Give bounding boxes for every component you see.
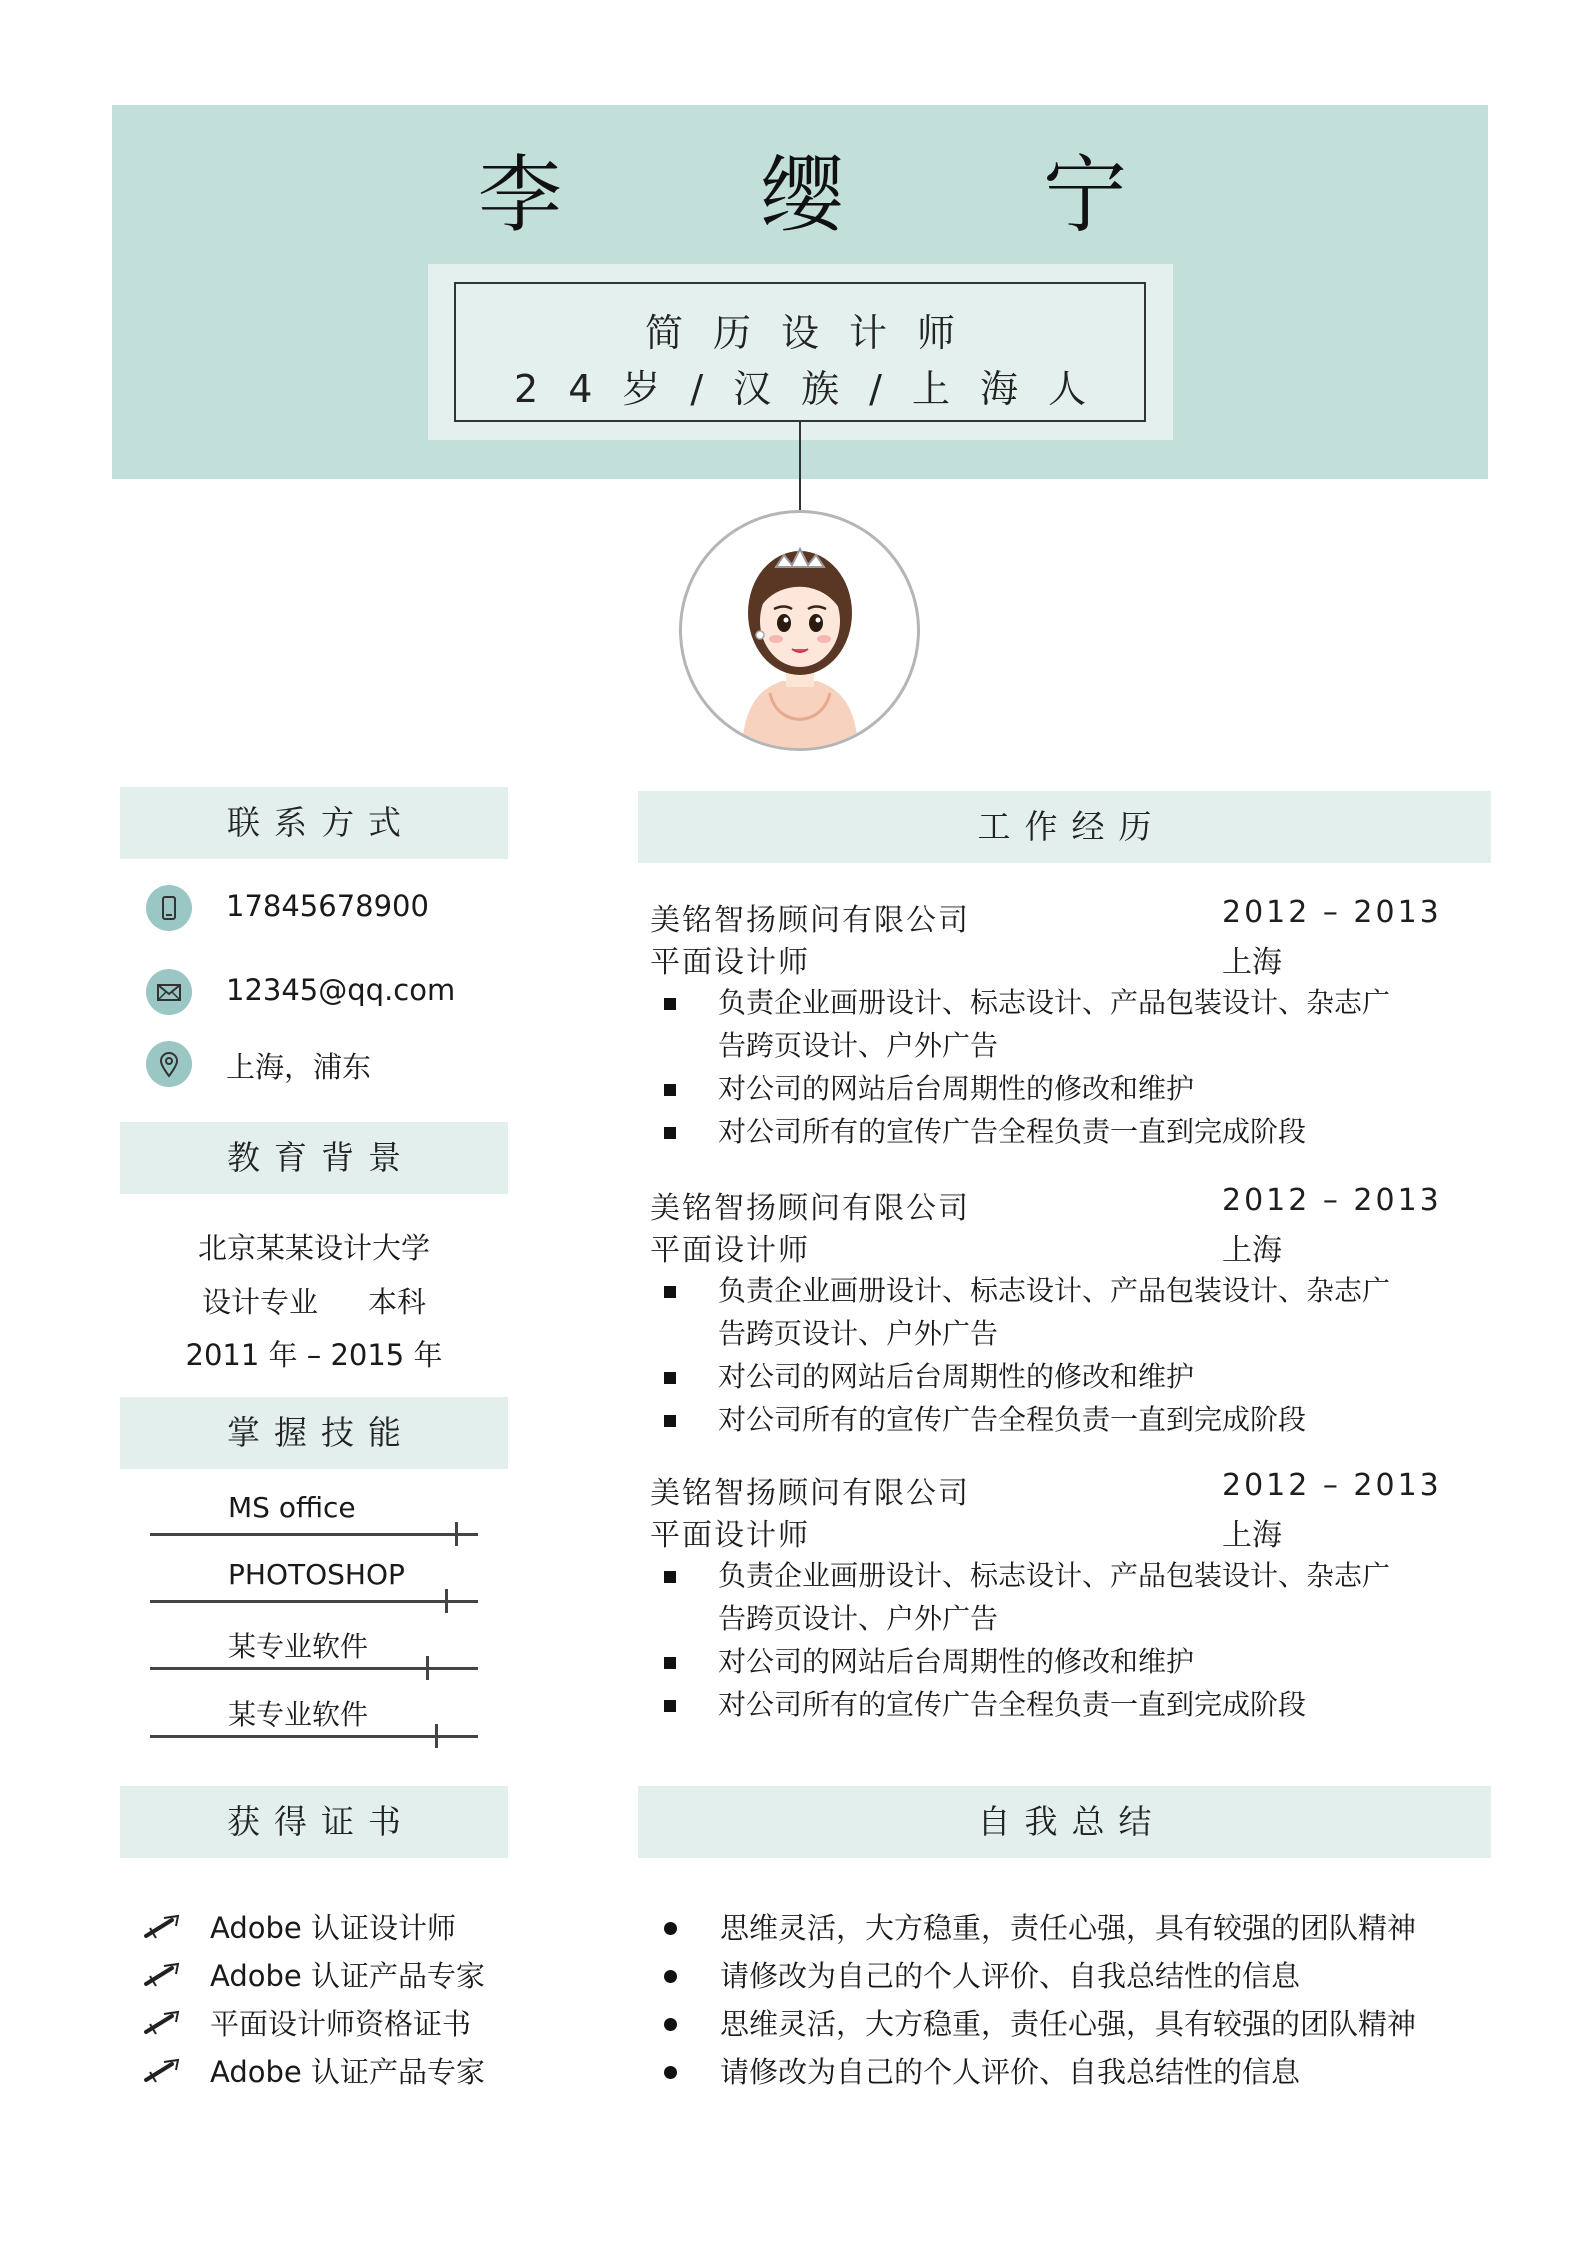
phone-icon-badge: [146, 885, 192, 931]
edu-period: 2011 年 – 2015 年: [185, 1338, 443, 1372]
job-years: 2012 – 2013: [1222, 895, 1442, 930]
skill-label: MS office: [228, 1491, 356, 1524]
job-duties: [650, 981, 1480, 1153]
summary-section-header: 自我总结: [638, 1786, 1491, 1858]
certificate-name: Adobe 认证产品专家: [210, 2055, 485, 2089]
skill-row: [150, 1491, 478, 1551]
certificate-name: Adobe 认证产品专家: [210, 1959, 485, 1993]
skill-level-marker: [445, 1589, 448, 1613]
summary-text: 思维灵活，大方稳重，责任心强，具有较强的团队精神: [720, 1911, 1417, 1945]
connector-line: [799, 422, 801, 514]
square-bullet-icon: [664, 1657, 676, 1669]
duty-item: [650, 1067, 1410, 1110]
duty-item: [650, 1398, 1410, 1441]
subtitle-box: [454, 282, 1146, 422]
job-city: 上海: [1222, 1518, 1282, 1553]
square-bullet-icon: [664, 1700, 676, 1712]
name-char-2: 缨: [760, 146, 845, 244]
square-bullet-icon: [664, 1084, 676, 1096]
square-bullet-icon: [664, 1415, 676, 1427]
mail-icon-badge: [146, 969, 192, 1015]
job-city: 上海: [1222, 1233, 1282, 1268]
summary-item: [650, 1952, 1480, 2000]
job-position: 平面设计师: [650, 1518, 810, 1553]
job-duties: [650, 1554, 1480, 1726]
skill-bar: [150, 1735, 478, 1738]
education-section-header: 教育背景: [120, 1122, 508, 1194]
edu-major-degree: [120, 1280, 508, 1321]
job-years: 2012 – 2013: [1222, 1183, 1442, 1218]
personal-info: 24岁/汉族/上海人: [514, 367, 1116, 411]
duty-item: [650, 1110, 1410, 1153]
skill-label: 某专业软件: [228, 1630, 369, 1663]
square-bullet-icon: [664, 1571, 676, 1583]
job-position: 平面设计师: [650, 1233, 810, 1268]
skill-level-marker: [455, 1522, 458, 1546]
skill-row: [150, 1625, 478, 1685]
square-bullet-icon: [664, 1372, 676, 1384]
edu-major: 设计专业: [201, 1285, 318, 1319]
duty-text: 负责企业画册设计、标志设计、产品包装设计、杂志广告跨页设计、户外广告: [718, 1274, 1391, 1350]
skills-section-header: 掌握技能: [120, 1397, 508, 1469]
avatar-illustration-icon: [682, 513, 917, 748]
summary-item: [650, 2000, 1480, 2048]
summary-item: [650, 2048, 1480, 2096]
duty-item: [650, 1355, 1410, 1398]
job-years: 2012 – 2013: [1222, 1468, 1442, 1503]
certificate-name: Adobe 认证设计师: [210, 1911, 456, 1945]
edu-school: 北京某某设计大学: [197, 1231, 430, 1265]
round-bullet-icon: [664, 1922, 677, 1935]
summary-text: 请修改为自己的个人评价、自我总结性的信息: [720, 2055, 1301, 2089]
summary-text: 请修改为自己的个人评价、自我总结性的信息: [720, 1959, 1301, 1993]
job-city: 上海: [1222, 945, 1282, 980]
round-bullet-icon: [664, 1970, 677, 1983]
edu-degree: 本科: [368, 1285, 427, 1319]
duty-text: 对公司的网站后台周期性的修改和维护: [718, 1360, 1195, 1393]
location-pin-icon: [155, 1050, 183, 1078]
skill-level-marker: [435, 1724, 438, 1748]
duty-item: [650, 981, 1410, 1067]
certificate-name: 平面设计师资格证书: [210, 2007, 472, 2041]
duty-text: 对公司所有的宣传广告全程负责一直到完成阶段: [718, 1403, 1307, 1436]
job-company: 美铭智扬顾问有限公司: [650, 1191, 970, 1226]
duty-item: [650, 1554, 1410, 1640]
duty-text: 负责企业画册设计、标志设计、产品包装设计、杂志广告跨页设计、户外广告: [718, 986, 1391, 1062]
location-icon-badge: [146, 1041, 192, 1087]
duty-text: 负责企业画册设计、标志设计、产品包装设计、杂志广告跨页设计、户外广告: [718, 1559, 1391, 1635]
diploma-scroll-icon: [142, 2058, 182, 2084]
square-bullet-icon: [664, 998, 676, 1010]
avatar: [679, 510, 920, 751]
square-bullet-icon: [664, 1286, 676, 1298]
phone-icon: [155, 894, 183, 922]
duty-text: 对公司的网站后台周期性的修改和维护: [718, 1072, 1195, 1105]
duty-item: [650, 1640, 1410, 1683]
duty-text: 对公司所有的宣传广告全程负责一直到完成阶段: [718, 1115, 1307, 1148]
skill-level-marker: [426, 1656, 429, 1680]
contact-section-header: 联系方式: [120, 787, 508, 859]
name-char-1: 李: [478, 146, 563, 244]
diploma-scroll-icon: [142, 1962, 182, 1988]
work-section-header: 工作经历: [638, 791, 1491, 863]
job-subtitle: 简历设计师: [644, 311, 985, 355]
contact-email: 12345@qq.com: [226, 973, 456, 1007]
round-bullet-icon: [664, 2018, 677, 2031]
skill-label: 某专业软件: [228, 1698, 369, 1731]
summary-list: [650, 1904, 1480, 2096]
duty-item: [650, 1269, 1410, 1355]
duty-text: 对公司的网站后台周期性的修改和维护: [718, 1645, 1195, 1678]
job-duties: [650, 1269, 1480, 1441]
duty-item: [650, 1683, 1410, 1726]
skill-bar: [150, 1533, 478, 1536]
round-bullet-icon: [664, 2066, 677, 2079]
square-bullet-icon: [664, 1127, 676, 1139]
job-position: 平面设计师: [650, 945, 810, 980]
subtitle-frame: [428, 264, 1173, 440]
skill-label: PHOTOSHOP: [228, 1558, 405, 1591]
skill-row: [150, 1558, 478, 1618]
certificates-section-header: 获得证书: [120, 1786, 508, 1858]
name-char-3: 宁: [1043, 146, 1128, 244]
contact-phone: 17845678900: [226, 889, 429, 923]
job-company: 美铭智扬顾问有限公司: [650, 1476, 970, 1511]
job-company: 美铭智扬顾问有限公司: [650, 903, 970, 938]
skill-bar: [150, 1600, 478, 1603]
mail-icon: [155, 978, 183, 1006]
summary-text: 思维灵活，大方稳重，责任心强，具有较强的团队精神: [720, 2007, 1417, 2041]
summary-item: [650, 1904, 1480, 1952]
duty-text: 对公司所有的宣传广告全程负责一直到完成阶段: [718, 1688, 1307, 1721]
diploma-scroll-icon: [142, 1914, 182, 1940]
contact-location: 上海，浦东: [226, 1050, 372, 1084]
diploma-scroll-icon: [142, 2010, 182, 2036]
skill-row: [150, 1693, 478, 1753]
